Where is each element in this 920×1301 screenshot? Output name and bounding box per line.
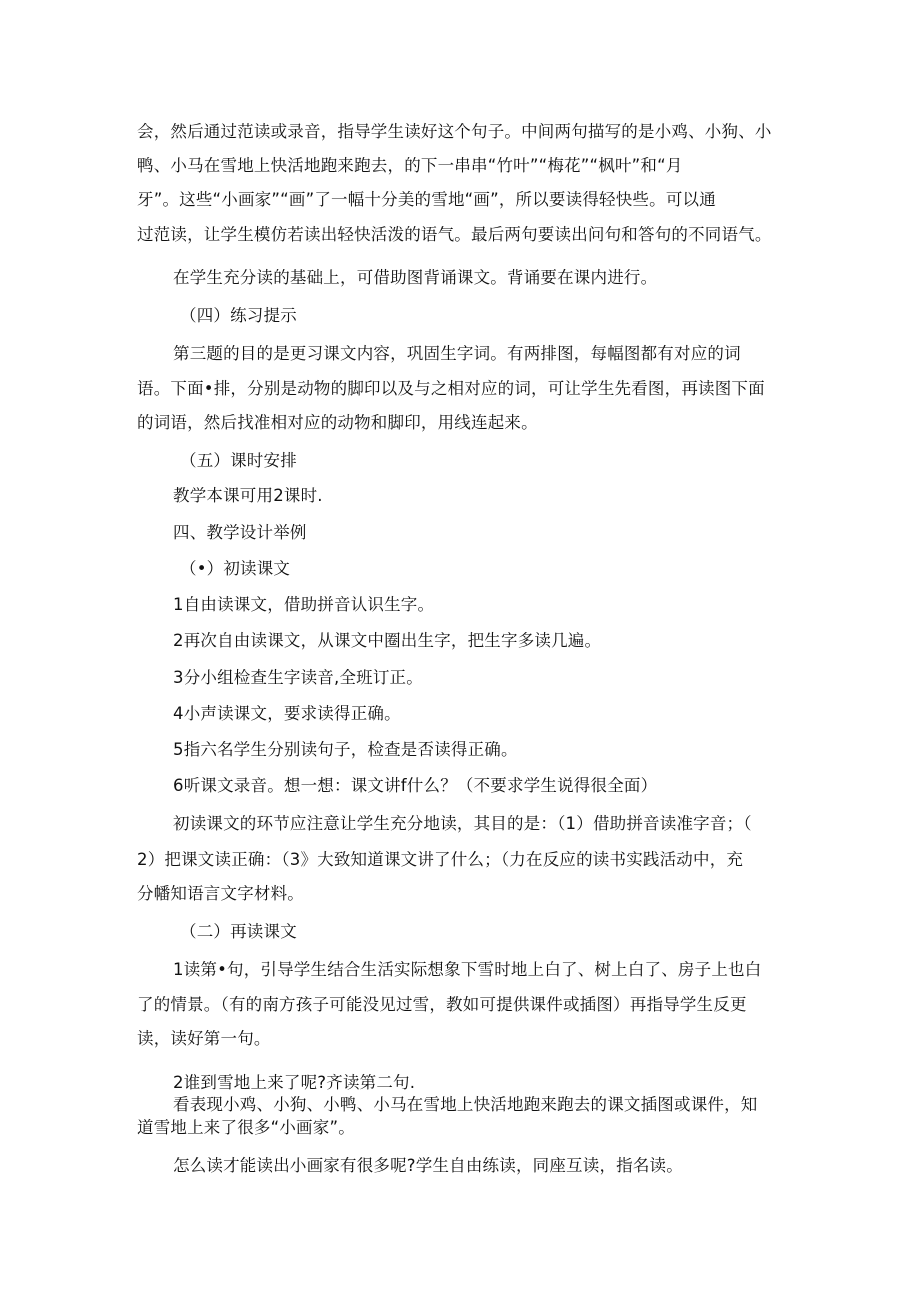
section-heading: （二）再读课文 [180, 922, 297, 941]
paragraph-line: 初读课文的环节应注意让学生充分地读，其目的是：（1）借助拼音读准字音；（ [173, 814, 752, 833]
list-item: 3分小组检查生字读音,全班订正。 [173, 668, 423, 687]
section-heading: （五）课时安排 [180, 451, 297, 470]
list-item: 2再次自由读课文，从课文中圈出生字，把生字多读几遍。 [173, 631, 602, 650]
text-line: 的词语，然后找准相对应的动物和脚印，用线连起来。 [137, 413, 538, 432]
paragraph-line: 教学本课可用2课时. [173, 486, 323, 505]
text-line: 分幡知语言文字材料。 [137, 884, 304, 903]
text-line: 道雪地上来了很多“小画家”。 [137, 1118, 355, 1137]
text-line: 语。下面•排，分别是动物的脚印以及与之相对应的词，可让学生先看图，再读图下面 [137, 379, 765, 398]
section-heading: 四、教学设计举例 [173, 523, 307, 542]
text-line: 会，然后通过范读或录音，指导学生读好这个句子。中间两句描写的是小鸡、小狗、小 [137, 122, 772, 141]
paragraph-line: 看表现小鸡、小狗、小鸭、小马在雪地上快活地跑来跑去的课文插图或课件，知 [173, 1095, 758, 1114]
paragraph-line: 2谁到雪地上来了呢?齐读第二句. [173, 1073, 416, 1092]
section-heading: （•）初读课文 [180, 559, 291, 578]
list-item: 5指六名学生分别读句子，检查是否读得正确。 [173, 740, 518, 759]
text-line: 2）把课文读正确：（3》大致知道课文讲了什么；（力在反应的读书实践活动中，充 [137, 850, 744, 869]
text-line: 鸭、小马在雪地上快活地跑来跑去，的下一串串“竹叶”“梅花”“枫叶”和“月 [137, 156, 683, 175]
list-item: 6听课文录音。想一想：课文讲f什么？（不要求学生说得很全面） [173, 776, 658, 795]
paragraph-line: 怎么读才能读出小画家有很多呢?学生自由练读，同座互读，指名读。 [173, 1156, 683, 1175]
paragraph-line: 在学生充分读的基础上，可借助图背诵课文。背诵要在课内进行。 [173, 268, 658, 287]
paragraph-line: 1读第•句，引导学生结合生活实际想象下雪时地上白了、树上白了、房子上也白 [173, 960, 762, 979]
text-line: 牙”。这些“小画家”“画”了一幅十分美的雪地“画”，所以要读得轻快些。可以通 [137, 190, 716, 209]
text-line: 过范读，让学生模仿若读出轻快活泼的语气。最后两句要读出问句和答句的不同语气。 [137, 225, 772, 244]
text-line: 了的情景。（有的南方孩子可能没见过雪，教如可提供课件或插图）再指导学生反更 [137, 995, 747, 1014]
text-line: 读，读好第一句。 [137, 1029, 271, 1048]
paragraph-line: 第三题的目的是更习课文内容，巩固生字词。有两排图，每幅图都有对应的词 [173, 344, 741, 363]
list-item: 4小声读课文，要求读得正确。 [173, 704, 401, 723]
section-heading: （四）练习提示 [180, 306, 297, 325]
list-item: 1自由读课文，借助拼音认识生字。 [173, 595, 435, 614]
